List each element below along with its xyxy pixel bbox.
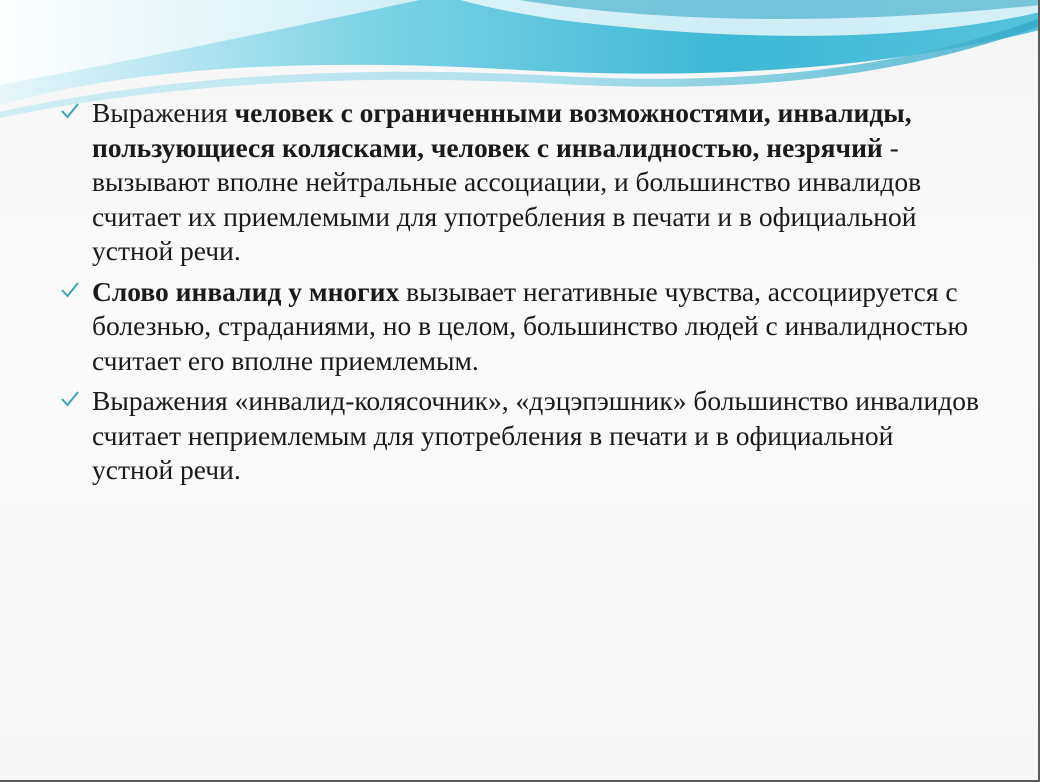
- text-run: Выражения: [92, 97, 235, 128]
- list-item: [60, 275, 980, 379]
- bullet-text: [92, 384, 980, 488]
- text-run: вызывает негативные чувства, ассоциируется с болезнью, страданиями, но в целом, большинство людей с инвалидностью считает его вполне приемлемым.: [92, 275, 968, 376]
- bullet-text: [92, 96, 980, 269]
- bullet-list: [60, 96, 980, 494]
- checkmark-icon: [60, 384, 92, 418]
- bullet-text: [92, 275, 980, 379]
- bold-text-run: человек с ограниченными возможностями, инвалиды, пользующиеся колясками, человек с инвалидностью, незрячий: [92, 97, 912, 163]
- bold-text-run: Слово инвалид у многих: [92, 275, 400, 307]
- list-item: [60, 96, 980, 269]
- text-run: Выражения «инвалид-колясочник», «дэцэпэшник» большинство инвалидов считает неприемлемым для употребления в печати и в официальной устной речи.: [92, 385, 979, 485]
- list-item: [60, 384, 980, 488]
- checkmark-icon: [60, 275, 92, 309]
- text-run: - вызывают вполне нейтральные ассоциации, и большинство инвалидов считает их приемлемыми для употребления в печати и в официальной устной речи.: [92, 131, 922, 266]
- checkmark-icon: [60, 96, 92, 130]
